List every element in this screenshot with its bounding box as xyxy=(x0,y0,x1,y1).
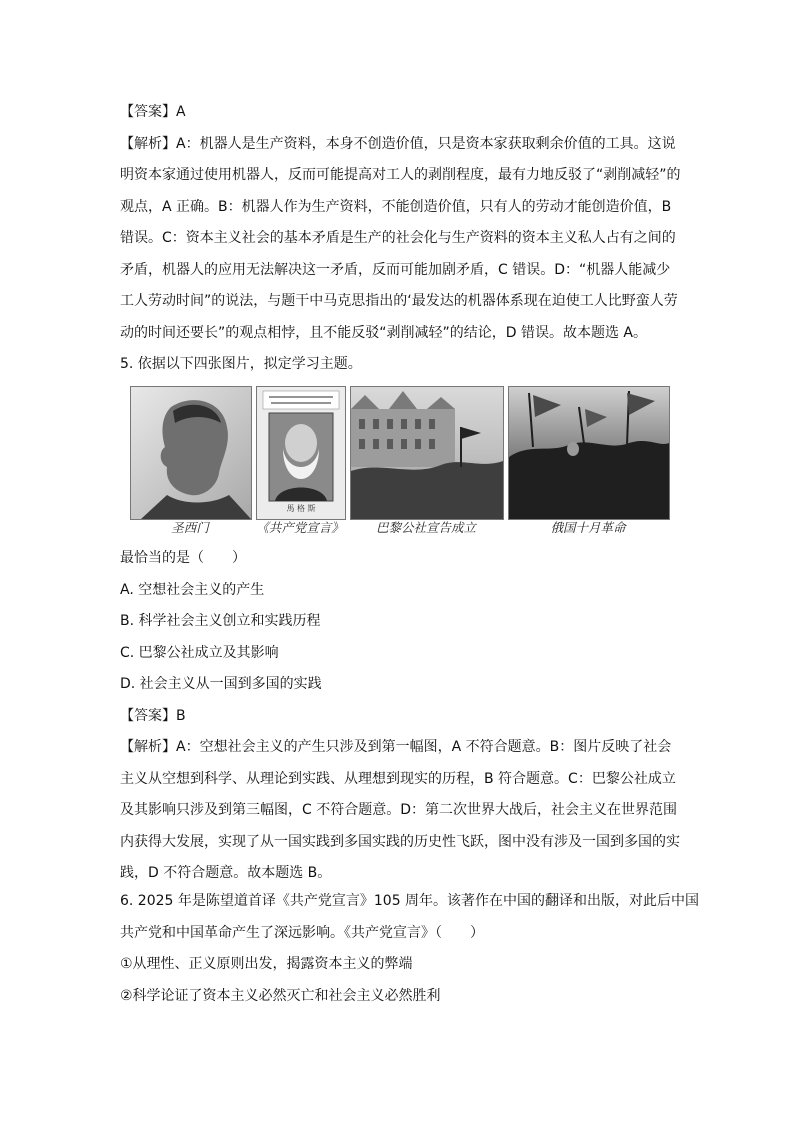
q5-body xyxy=(120,543,680,890)
q5-analysis-line: 【解析】A：空想社会主义的产生只涉及到第一幅图，A 不符合题意。B：图片反映了社会 xyxy=(120,739,672,755)
option-c: C. 巴黎公社成立及其影响 xyxy=(120,644,279,661)
q5-answer: 【答案】B xyxy=(120,707,186,724)
option-d: D. 社会主义从一国到多国的实践 xyxy=(120,676,322,692)
q5-question: 最恰当的是（ ） xyxy=(120,550,246,566)
q4-section xyxy=(120,97,680,349)
portrait-marx-image xyxy=(256,386,346,520)
q6-item: ①从理性、正义原则出发，揭露资本主义的弊端 xyxy=(120,956,413,972)
q4-analysis-line: 动的时间还要长”的观点相悖，且不能反驳“剥削减轻”的结论，D 错误。故本题选 A。 xyxy=(120,324,648,341)
figure-caption: 圣西门 xyxy=(171,520,209,535)
q4-analysis-line: 【解析】A：机器人是生产资料，本身不创造价值，只是资本家获取剩余价值的工具。这说 xyxy=(120,135,676,152)
portrait-inset-text: 馬 格 斯 xyxy=(286,504,316,513)
q5-analysis-line: 践，D 不符合题意。故本题选 B。 xyxy=(120,865,332,881)
q5-stem: 5. 依据以下四张图片，拟定学习主题。 xyxy=(120,356,362,372)
portrait-saint-simon-image xyxy=(130,386,252,520)
october-revolution-image xyxy=(508,386,670,520)
q6-stem-line: 6. 2025 年是陈望道首译《共产党宣言》105 周年。该著作在中国的翻译和出版，对此后中国 xyxy=(120,893,700,909)
figure-caption: 巴黎公社宣告成立 xyxy=(375,520,476,535)
option-a: A. 空想社会主义的产生 xyxy=(120,581,265,598)
q5-analysis-line: 主义从空想到科学、从理论到实践、从理想到现实的历程，B 符合题意。C：巴黎公社成立 xyxy=(120,770,676,787)
q4-analysis-line: 工人劳动时间”的说法，与题干中马克思指出的‘最发达的机器体系现在迫使工人比野蛮人劳 xyxy=(120,293,678,309)
paris-commune-image xyxy=(350,386,504,520)
q6-section xyxy=(120,886,700,1012)
q4-analysis-line: 矛盾，机器人的应用无法解决这一矛盾，反而可能加剧矛盾，C 错误。D：“机器人能减少 xyxy=(120,261,671,278)
figure-caption: 俄国十月革命 xyxy=(550,520,626,535)
q5-figure-strip xyxy=(130,386,668,538)
q5-analysis-line: 内获得大发展，实现了从一国实践到多国实践的历史性飞跃，图中没有涉及一国到多国的实 xyxy=(120,833,680,850)
figure-caption: 《共产党宣言》 xyxy=(256,520,344,535)
option-b: B. 科学社会主义创立和实践历程 xyxy=(120,613,321,629)
q6-item: ②科学论证了资本主义必然灭亡和社会主义必然胜利 xyxy=(120,987,441,1004)
q4-analysis-line: 观点，A 正确。B：机器人作为生产资料，不能创造价值，只有人的劳动才能创造价值，B xyxy=(120,198,672,215)
q4-analysis-line: 错误。C：资本主义社会的基本矛盾是生产的社会化与生产资料的资本主义私人占有之间的 xyxy=(120,230,676,246)
q5-analysis-line: 及其影响只涉及到第三幅图，C 不符合题意。D：第二次世界大战后，社会主义在世界范围 xyxy=(120,802,678,818)
q4-analysis-line: 明资本家通过使用机器人，反而可能提高对工人的剥削程度，最有力地反驳了“剥削减轻”的 xyxy=(120,167,681,183)
q6-stem-line: 共产党和中国革命产生了深远影响。《共产党宣言》（ ） xyxy=(120,924,484,941)
q5-stem-block xyxy=(120,349,680,381)
q4-answer: 【答案】A xyxy=(120,104,186,120)
